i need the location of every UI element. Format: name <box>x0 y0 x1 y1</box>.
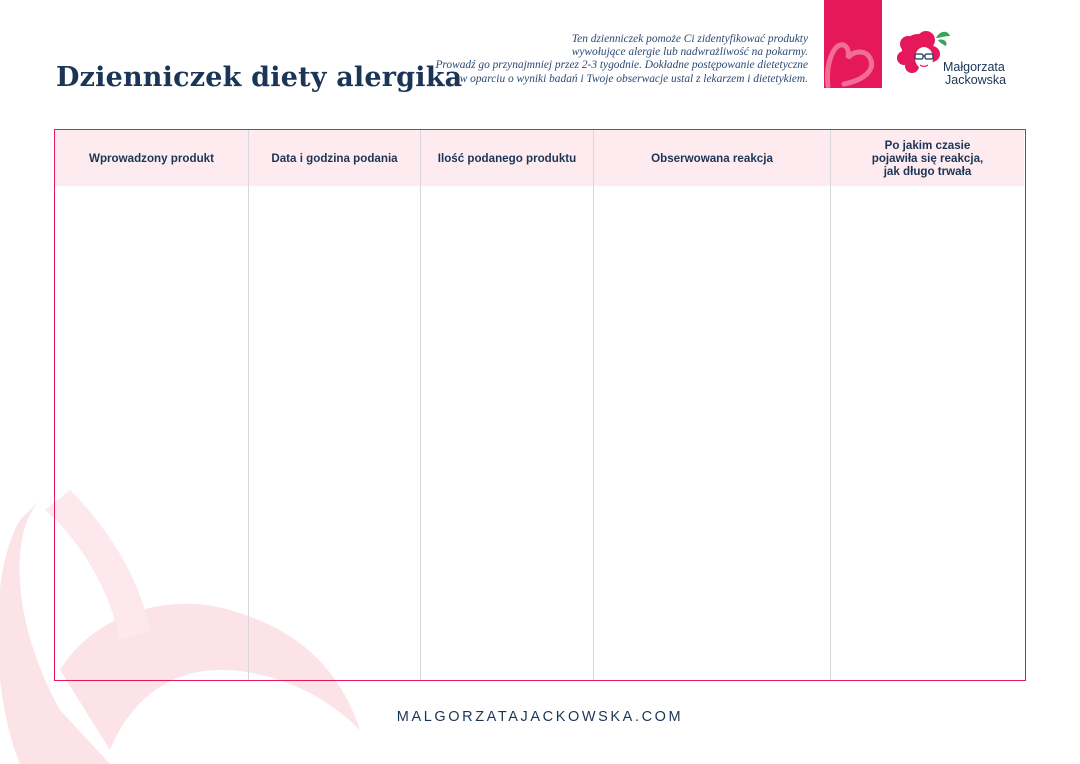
heart-outline-icon <box>824 0 882 88</box>
logo-first-name: Małgorzata <box>943 60 1005 74</box>
column-entry-area[interactable] <box>421 186 593 678</box>
column-reaction-timing <box>831 130 1024 680</box>
pink-heart-banner <box>824 0 882 88</box>
intro-line: w oparciu o wyniki badań i Twoje obserwacje ustal z lekarzem i dietetykiem. <box>459 72 808 85</box>
column-date-time <box>249 130 421 680</box>
intro-text <box>368 33 808 86</box>
page-title: Dzienniczek diety alergika <box>56 62 463 93</box>
column-header: Ilość podanego produktu <box>421 130 593 186</box>
column-entry-area[interactable] <box>249 186 420 678</box>
intro-line: wywołujące alergie lub nadwrażliwość na pokarmy. <box>571 46 808 59</box>
footer-website-link[interactable]: MALGORZATAJACKOWSKA.COM <box>396 709 684 725</box>
column-reaction <box>594 130 831 680</box>
logo-brand-name <box>943 61 1006 87</box>
column-quantity <box>421 130 594 680</box>
diary-table <box>54 129 1026 681</box>
column-header: Wprowadzony produkt <box>55 130 248 186</box>
column-header: Obserwowana reakcja <box>594 130 830 186</box>
column-header: Po jakim czasie pojawiła się reakcja, jak długo trwała <box>831 130 1024 186</box>
logo-last-name: Jackowska <box>945 73 1007 87</box>
column-entry-area[interactable] <box>55 186 248 678</box>
column-header: Data i godzina podania <box>249 130 420 186</box>
intro-line: Ten dzienniczek pomoże Ci zidentyfikować produkty <box>571 33 808 45</box>
column-entry-area[interactable] <box>594 186 830 678</box>
intro-line: Prowadź go przynajmniej przez 2-3 tygodnie. Dokładne postępowanie dietetyczne <box>435 59 808 72</box>
column-product <box>55 130 249 680</box>
column-entry-area[interactable] <box>831 186 1024 678</box>
